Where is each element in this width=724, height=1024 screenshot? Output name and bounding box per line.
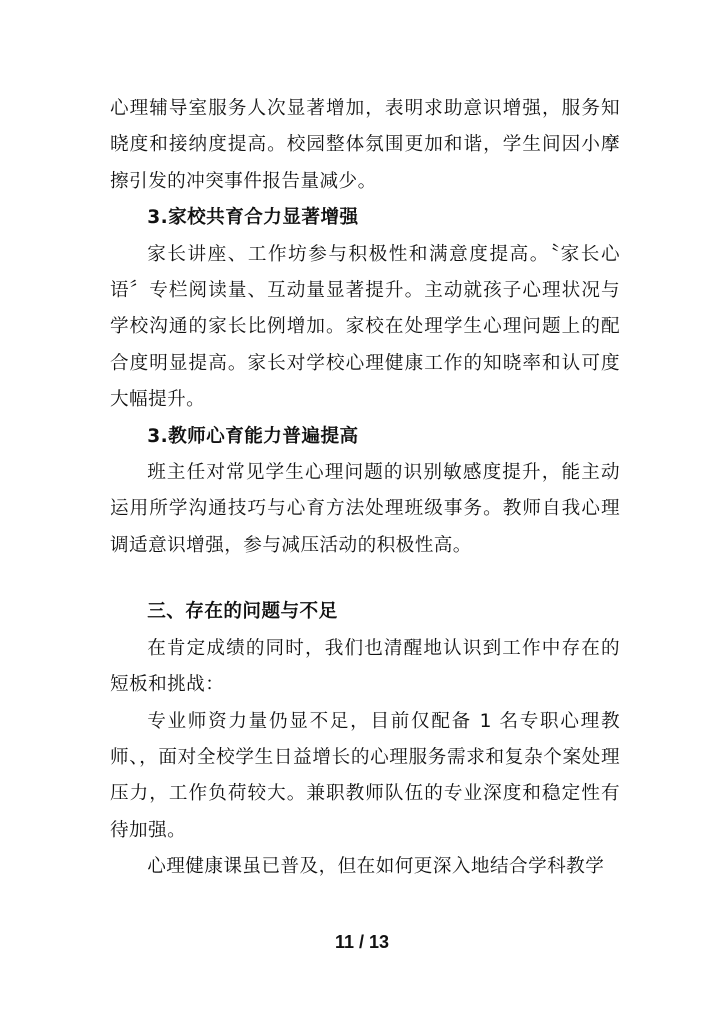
- paragraph-curriculum: 心理健康课虽已普及，但在如何更深入地结合学科教学: [147, 856, 605, 878]
- paragraph-staff-shortage: 专业师资力量仍显不足，目前仅配备 1 名专职心理教师、，面对全校学生日益增长的心理服务需求和复杂个案处理压力，工作负荷较大。兼职教师队伍的专业深度和稳定性有待加强。: [110, 710, 620, 841]
- page-number: 11 / 13: [334, 932, 390, 952]
- document-body: [110, 91, 620, 886]
- heading-home-school-cooperation: 3.家校共育合力显著增强: [147, 207, 359, 229]
- paragraph-problems-intro: 在肯定成绩的同时，我们也清醒地认识到工作中存在的短板和挑战：: [110, 637, 620, 696]
- section-heading-problems: 三、存在的问题与不足: [147, 601, 338, 623]
- paragraph-counseling-results: 心理辅导室服务人次显著增加，表明求助意识增强，服务知晓度和接纳度提高。校园整体氛围更加和谐，学生间因小摩擦引发的冲突事件报告量减少。: [110, 98, 620, 192]
- heading-teacher-ability: 3.教师心育能力普遍提高: [147, 425, 359, 447]
- paragraph-teacher-skills: 班主任对常见学生心理问题的识别敏感度提升，能主动运用所学沟通技巧与心育方法处理班级事务。教师自我心理调适意识增强，参与减压活动的积极性高。: [110, 462, 620, 556]
- paragraph-parent-engagement: 家长讲座、工作坊参与积极性和满意度提高。〝家长心语〞专栏阅读量、互动量显著提升。主动就孩子心理状况与学校沟通的家长比例增加。家校在处理学生心理问题上的配合度明显提高。家长对学校心理健康工作的知晓率和认可度大幅提升。: [110, 243, 620, 411]
